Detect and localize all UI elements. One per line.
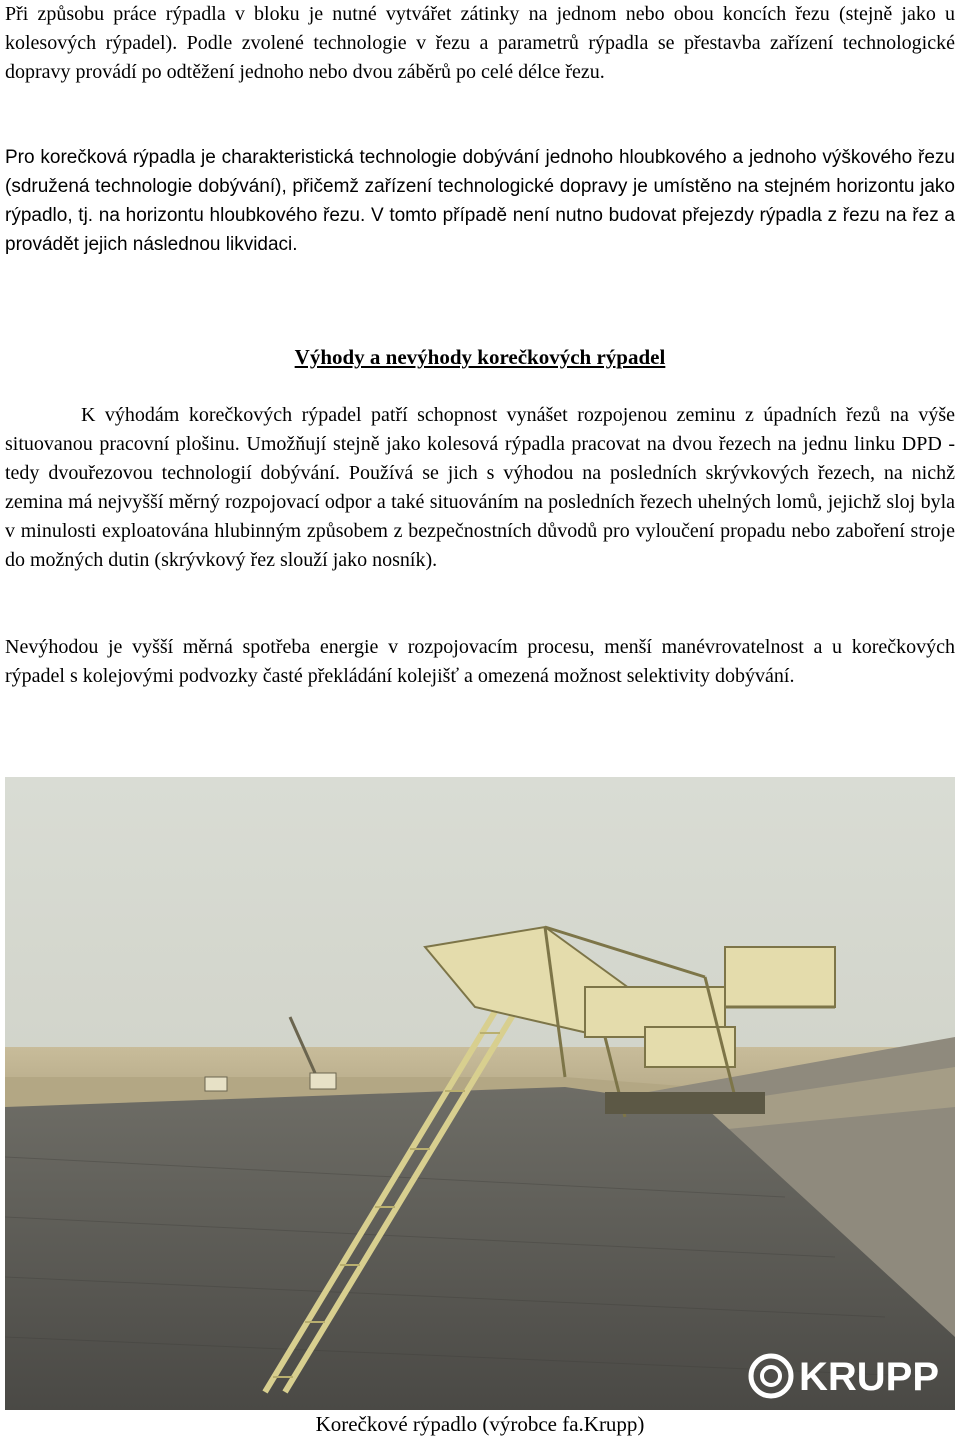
section-heading: Výhody a nevýhody korečkových rýpadel (294, 345, 666, 369)
paragraph-intro: Při způsobu práce rýpadla v bloku je nutné vytvářet zátinky na jednom nebo obou koncích řezu (stejně jako u kolesových rýpadel). Podle zvolené technologie v řezu a parametrů rýpadla se přestavba zařízení technologické dopravy provádí po odtěžení jednoho nebo dvou záběrů po celé délce řezu. (5, 3, 955, 83)
figure-caption: Korečkové rýpadlo (výrobce fa.Krupp) (315, 1412, 645, 1436)
paragraph-disadvantages: Nevýhodou je vyšší měrná spotřeba energie v rozpojovacím procesu, menší manévrovatelnost a u korečkových rýpadel s kolejovými podvozky časté překládání kolejišť a omezená možnost selektivity dobývání. (5, 636, 955, 687)
paragraph-advantages: K výhodám korečkových rýpadel patří schopnost vynášet rozpojenou zeminu z úpadních řezů na výše situovanou pracovní plošinu. Umožňují stejně jako kolesová rýpadla pracovat na dvou řezech na jednu linku DPD - tedy dvouřezovou technologií dobývání. Používá se jich s výhodou na posledních skrývkových řezech, na nichž zemina má nejvyšší měrný rozpojovací odpor a také situováním na posledních řezech uhelných lomů, jejichž sloj byla v minulosti exploatována hlubinným způsobem z bezpečnostních důvodů pro vyloučení propadu nebo zaboření stroje do možných dutin (skrývkový řez slouží jako nosník). (5, 404, 955, 571)
excavator-photo (5, 777, 955, 1410)
paragraph-technology: Pro korečková rýpadla je charakteristická technologie dobývání jednoho hloubkového a jednoho výškového řezu (sdružená technologie dobývání), přičemž zařízení technologické dopravy je umístěno na stejném horizontu jako rýpadlo, tj. na horizontu hloubkového řezu. V tomto případě není nutno budovat přejezdy rýpadla z řezu na řez a provádět jejich následnou likvidaci. (5, 147, 955, 255)
krupp-logo-text: KRUPP (799, 1355, 940, 1399)
